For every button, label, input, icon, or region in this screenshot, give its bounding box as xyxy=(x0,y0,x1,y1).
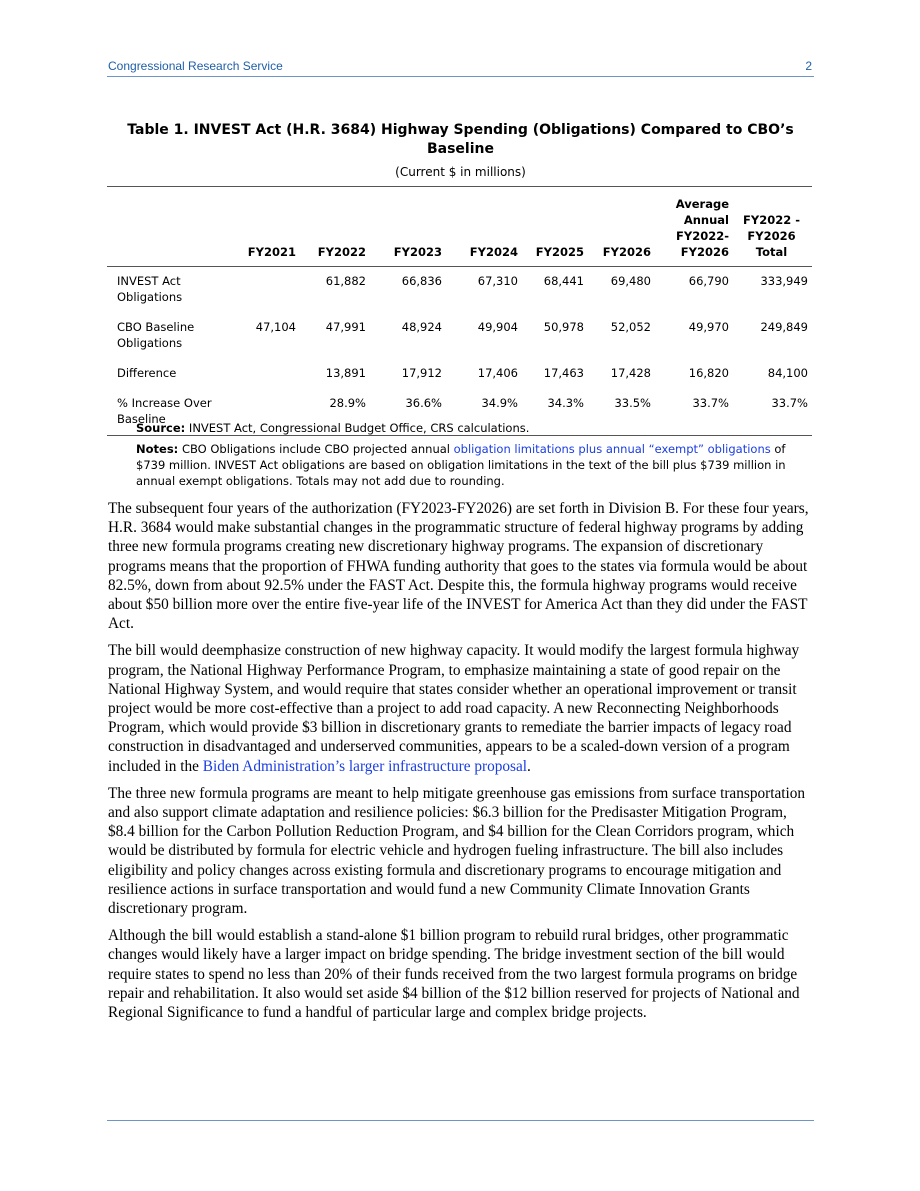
table-cell: 69,480 xyxy=(610,274,651,288)
table-cell: 67,310 xyxy=(477,274,518,288)
notes-text-post: of $739 million. INVEST Act obligations are based on obligation limitations in the text of the bill plus $739 million in annual exempt obligations. Totals may not add due to rounding. xyxy=(136,442,786,488)
paragraph: Although the bill would establish a stand-alone $1 billion program to rebuild rural bridges, other programmatic changes would likely have a larger impact on bridge spending. The bridge investment section of the bill would require states to spend no less than 20% of their funds received from the two largest formula programs on bridge repair and rehabilitation. It also would set aside $4 billion of the $12 billion reserved for projects of National and Regional Significance to fund a handful of particular large and complex bridge projects. xyxy=(108,927,800,1022)
table-cell: 17,912 xyxy=(401,366,442,380)
table-title: Table 1. INVEST Act (H.R. 3684) Highway Spending (Obligations) Compared to CBO’s Baseline xyxy=(127,122,794,157)
table-cell: 68,441 xyxy=(543,274,584,288)
header-cell: FY2023 xyxy=(393,245,442,259)
table-cell: 16,820 xyxy=(688,366,729,380)
table-cell xyxy=(232,267,300,314)
header-publisher: Congressional Research Service xyxy=(108,59,283,73)
paragraph xyxy=(108,641,814,775)
table-cell: 52,052 xyxy=(610,320,651,334)
header-cell: FY2025 xyxy=(535,245,584,259)
header-cell-blank xyxy=(107,187,232,267)
table-row xyxy=(107,267,812,314)
table-notes xyxy=(136,441,816,489)
header-cell: FY2022 - FY2026 Total xyxy=(743,213,800,259)
table-header-row xyxy=(107,187,812,267)
table-source xyxy=(136,420,816,436)
table-cell: 17,463 xyxy=(543,366,584,380)
header-cell: FY2024 xyxy=(469,245,518,259)
notes-label: Notes: xyxy=(136,442,179,456)
header-cell: Average Annual FY2022-FY2026 xyxy=(675,197,729,259)
header-cell: FY2026 xyxy=(602,245,651,259)
table-cell: 33.7% xyxy=(692,396,729,410)
table-cell: 66,790 xyxy=(688,274,729,288)
table-cell: 36.6% xyxy=(405,396,442,410)
notes-text-pre: CBO Obligations include CBO projected annual xyxy=(181,442,450,456)
table-row xyxy=(107,313,812,359)
table-cell: 28.9% xyxy=(329,396,366,410)
header-rule xyxy=(107,76,814,77)
table-cell: 17,406 xyxy=(477,366,518,380)
body-text xyxy=(108,499,814,1030)
table-cell: 47,991 xyxy=(325,320,366,334)
paragraph: The three new formula programs are meant to help mitigate greenhouse gas emissions from surface transportation and also support climate adaptation and resilience policies: $6.3 billion for the Predisaster Mitigation Program, $8.4 billion for the Carbon Pollution Reduction Program, and $4 billion for the Clean Corridors program, which would be distributed by formula for electric vehicle and hydrogen fueling infrastructure. The bill also includes eligibility and policy changes across existing formula and discretionary programs to encourage mitigation and resilience actions in surface transportation and would fund a new Community Climate Innovation Grants discretionary program. xyxy=(108,784,806,918)
table-cell: 17,428 xyxy=(610,366,651,380)
spending-table xyxy=(107,186,812,436)
source-label: Source: xyxy=(136,421,186,435)
table-cell: 66,836 xyxy=(401,274,442,288)
table-cell: 33.5% xyxy=(614,396,651,410)
header-cell: FY2021 xyxy=(247,245,296,259)
page-header xyxy=(107,58,814,74)
biden-infrastructure-link[interactable]: Biden Administration’s larger infrastructure proposal xyxy=(202,757,528,775)
page-number: 2 xyxy=(805,59,812,73)
row-label: % Increase Over Baseline xyxy=(117,396,212,426)
table-cell: 49,970 xyxy=(688,320,729,334)
table-cell: 48,924 xyxy=(401,320,442,334)
table-cell: 34.9% xyxy=(481,396,518,410)
row-label: INVEST Act Obligations xyxy=(117,274,183,304)
row-label: CBO Baseline Obligations xyxy=(117,320,195,350)
table-cell: 84,100 xyxy=(767,366,808,380)
paragraph: The subsequent four years of the authorization (FY2023-FY2026) are set forth in Division B. For these four years, H.R. 3684 would make substantial changes in the programmatic structure of federal highway programs by adding three new formula programs creating new discretionary highway programs. The expansion of discretionary programs means that the proportion of FHWA funding authority that goes to the states via formula would be about 82.5%, down from about 92.5% under the FAST Act. Despite this, the formula highway programs would receive about $50 billion more over the entire five-year life of the INVEST for America Act than they did under the FAST Act. xyxy=(108,500,809,633)
table-cell: 333,949 xyxy=(760,274,808,288)
header-cell: FY2022 xyxy=(317,245,366,259)
table-cell: 49,904 xyxy=(477,320,518,334)
paragraph-text: The bill would deemphasize construction of new highway capacity. It would modify the largest formula highway program, the National Highway Performance Program, to emphasize maintaining a state of good repair on the National Highway System, and would require that states consider whether an operational improvement or transit project would be more cost-effective than a project to add road capacity. A new Reconnecting Neighborhoods Program, which would provide $3 billion in discretionary grants to remediate the barrier impacts of legacy road construction in disadvantaged and underserved communities, appears to be a scaled-down version of a program included in the xyxy=(108,642,800,775)
table-cell: 47,104 xyxy=(255,320,296,334)
table-cell: 13,891 xyxy=(325,366,366,380)
table-subtitle: (Current $ in millions) xyxy=(395,165,526,179)
table-cell: 34.3% xyxy=(547,396,584,410)
table-source-notes xyxy=(136,420,816,494)
paragraph-text: . xyxy=(527,757,531,775)
footer-rule xyxy=(107,1120,814,1121)
table-cell: 33.7% xyxy=(771,396,808,410)
table-cell: 61,882 xyxy=(325,274,366,288)
table-row xyxy=(107,359,812,389)
table-cell xyxy=(232,359,300,389)
source-text: INVEST Act, Congressional Budget Office, CRS calculations. xyxy=(188,421,530,435)
table-cell: 249,849 xyxy=(760,320,808,334)
table-cell: 50,978 xyxy=(543,320,584,334)
obligation-limitations-link[interactable]: obligation limitations plus annual “exempt” obligations xyxy=(453,442,771,456)
row-label: Difference xyxy=(117,366,177,380)
